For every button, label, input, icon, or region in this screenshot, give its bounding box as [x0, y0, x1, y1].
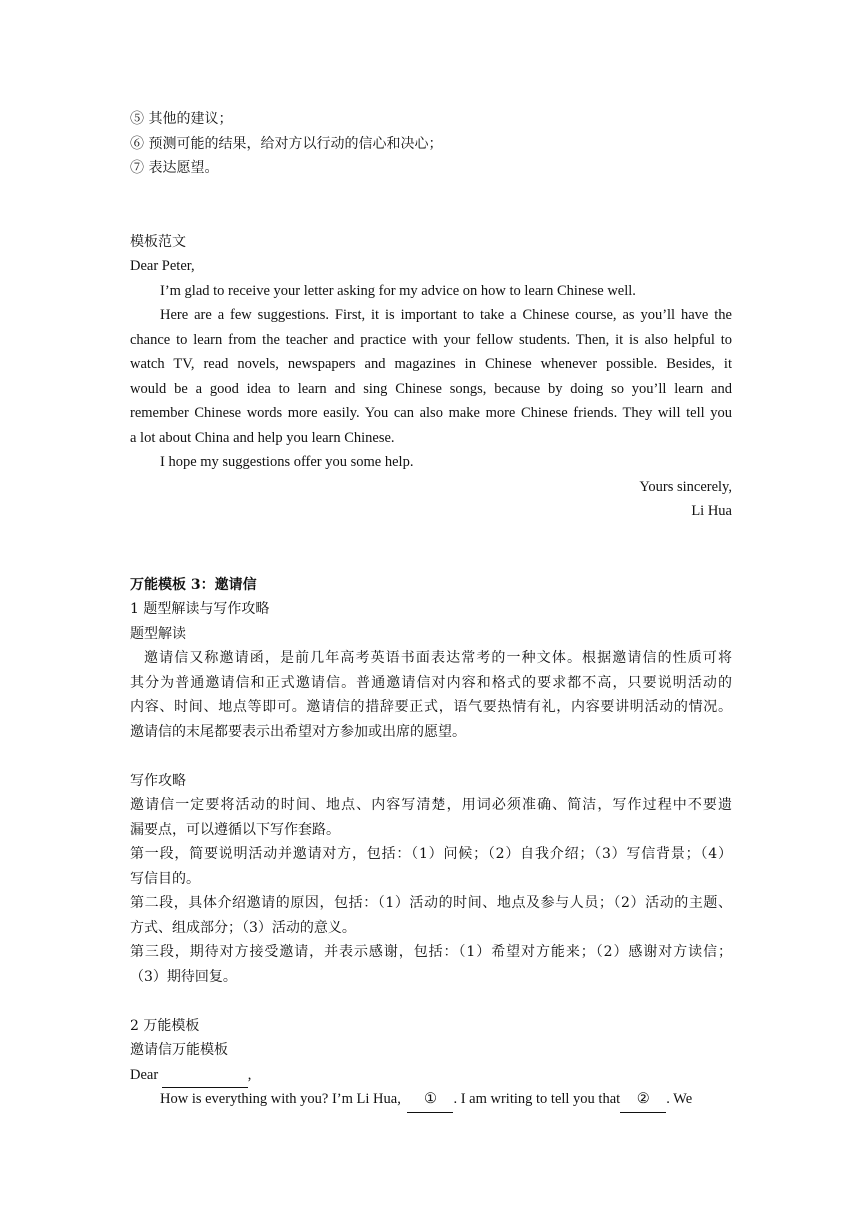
- salutation-suffix: ,: [247, 1066, 252, 1083]
- strategy-line: （3）期待回复。: [130, 968, 237, 985]
- interpretation-heading: 题型解读: [130, 625, 186, 642]
- step-7: ⑦ 表达愿望。: [130, 160, 219, 176]
- letter-paragraph-2-line: would be a good idea to learn and sing Chinese songs, because by doing so you’ll learn and: [130, 380, 732, 397]
- interpretation-line: 内容、时间、地点等即可。邀请信的措辞要正式，语气要热情有礼，内容要讲明活动的情况。: [130, 699, 732, 715]
- salutation-prefix: Dear: [130, 1066, 159, 1083]
- strategy-line: 邀请信一定要将活动的时间、地点、内容写清楚，用词必须准确、简洁，写作过程中不要遗: [130, 797, 732, 813]
- section-title: 万能模板 3：邀请信: [130, 576, 257, 593]
- letter-paragraph-3: I hope my suggestions offer you some help.: [160, 454, 414, 470]
- subsection-heading: 2 万能模板: [130, 1017, 200, 1034]
- letter-paragraph-1: I’m glad to receive your letter asking for my advice on how to learn Chinese well.: [160, 282, 636, 299]
- template-heading: 邀请信万能模板: [130, 1042, 228, 1058]
- template-text: . We: [666, 1091, 693, 1107]
- strategy-heading: 写作攻略: [130, 772, 186, 789]
- letter-paragraph-2-line: chance to learn from the teacher and practice with your fellow students. Then, it is also helpful to: [130, 331, 732, 348]
- strategy-line: 漏要点，可以遵循以下写作套路。: [130, 821, 340, 838]
- step-5: ⑤ 其他的建议；: [130, 111, 233, 127]
- template-body-line: [130, 1087, 732, 1112]
- strategy-line: 写信目的。: [130, 870, 200, 887]
- page-content: [130, 107, 732, 1112]
- step-6: ⑥ 预测可能的结果，给对方以行动的信心和决心；: [130, 135, 443, 152]
- interpretation-line: 其分为普通邀请信和正式邀请信。普通邀请信对内容和格式的要求都不高，只要说明活动的: [130, 674, 732, 691]
- strategy-line: 第三段，期待对方接受邀请，并表示感谢，包括：（1）希望对方能来；（2）感谢对方读信；: [130, 944, 732, 960]
- subsection-heading: 1 题型解读与写作攻略: [130, 601, 270, 617]
- letter-paragraph-2-line: Here are a few suggestions. First, it is important to take a Chinese course, as you’ll have the: [160, 307, 732, 323]
- blank-2: ②: [620, 1087, 666, 1113]
- letter-paragraph-2-line: remember Chinese words more easily. You can also make more Chinese friends. They will tell you: [130, 405, 732, 421]
- template-text: How is everything with you? I’m Li Hua,: [160, 1091, 401, 1107]
- letter-paragraph-2-line: watch TV, read novels, newspapers and magazines in Chinese whenever possible. Besides, it: [130, 356, 732, 372]
- name-blank: [162, 1063, 248, 1089]
- interpretation-line: 邀请信的末尾都要表示出希望对方参加或出席的愿望。: [130, 723, 466, 740]
- template-text: . I am writing to tell you that: [453, 1091, 621, 1107]
- letter-signature: Li Hua: [691, 503, 732, 519]
- interpretation-line: 邀请信又称邀请函，是前几年高考英语书面表达常考的一种文体。根据邀请信的性质可将: [144, 650, 732, 666]
- strategy-line: 第一段，简要说明活动并邀请对方，包括：（1）问候；（2）自我介绍；（3）写信背景；（4）: [130, 846, 732, 862]
- letter-salutation: Dear Peter,: [130, 258, 195, 274]
- template-salutation: [130, 1063, 732, 1088]
- letter-paragraph-2-line: a lot about China and help you learn Chinese.: [130, 429, 395, 446]
- sample-heading: 模板范文: [130, 233, 186, 250]
- strategy-line: 方式、组成部分；（3）活动的意义。: [130, 919, 356, 936]
- blank-1: ①: [407, 1087, 453, 1113]
- strategy-line: 第二段，具体介绍邀请的原因，包括：（1）活动的时间、地点及参与人员；（2）活动的主题、: [130, 895, 732, 911]
- letter-closing: Yours sincerely,: [639, 478, 732, 495]
